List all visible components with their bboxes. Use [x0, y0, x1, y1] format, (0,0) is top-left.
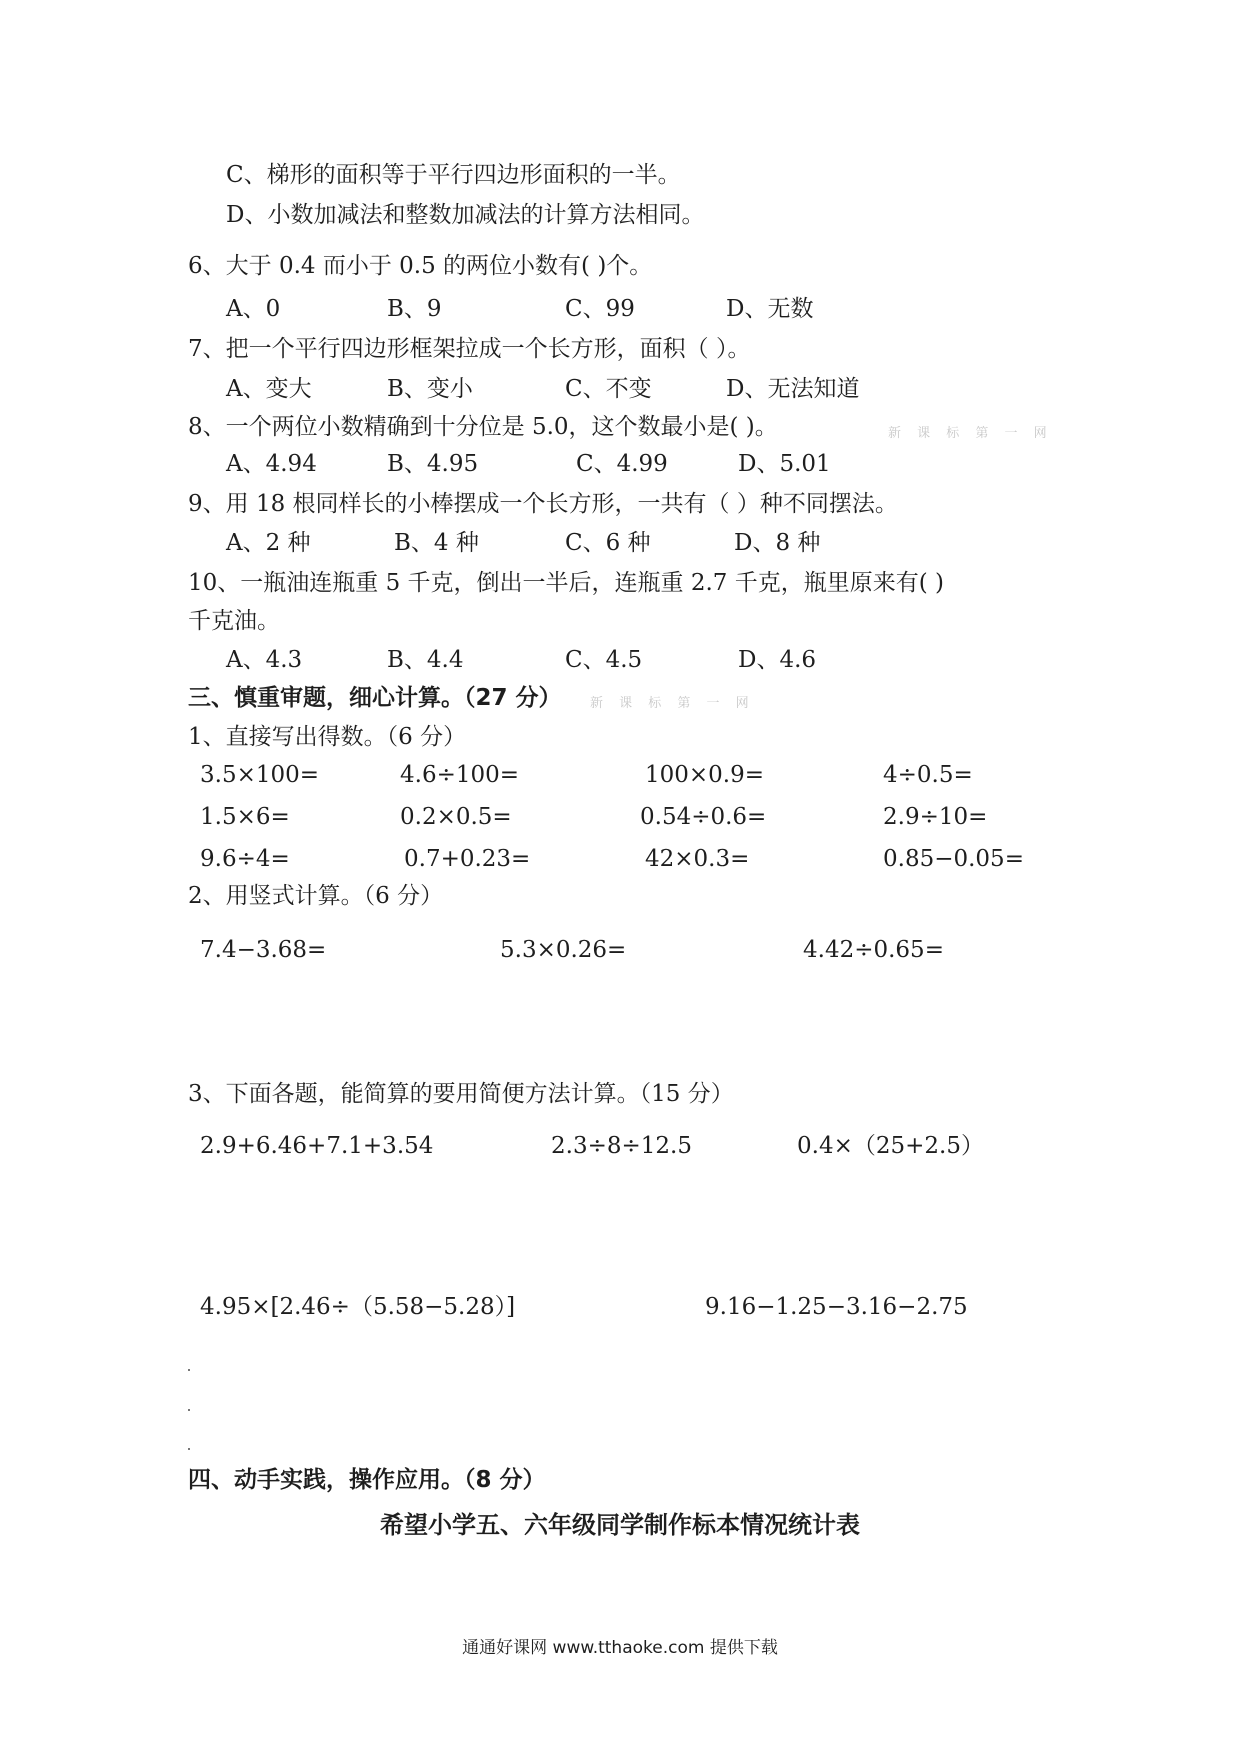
q10-option-b: B、4.4 — [387, 647, 464, 673]
q9-option-b: B、4 种 — [394, 530, 479, 556]
q9-option-a: A、2 种 — [226, 530, 311, 556]
watermark-2: 新 课 标 第 一 网 — [590, 696, 755, 711]
q10-option-c: C、4.5 — [565, 647, 643, 673]
q6-option-c: C、99 — [565, 296, 635, 322]
mental-math-2-3: 0.54÷0.6= — [640, 804, 767, 830]
q9-stem: 9、用 18 根同样长的小棒摆成一个长方形，一共有（ ）种不同摆法。 — [188, 491, 898, 517]
watermark: 新 课 标 第 一 网 — [888, 426, 1053, 441]
simplify-calc-3: 0.4×（25+2.5） — [797, 1133, 984, 1159]
simplify-calc-4: 4.95×[2.46÷（5.58−5.28）] — [200, 1294, 516, 1320]
simplify-calc-1: 2.9+6.46+7.1+3.54 — [200, 1133, 434, 1159]
q8-option-b: B、4.95 — [387, 451, 479, 477]
q7-option-c: C、不变 — [565, 376, 652, 402]
vertical-calc-3: 4.42÷0.65= — [803, 937, 944, 963]
q7-option-b: B、变小 — [387, 376, 473, 402]
mental-math-1-2: 4.6÷100= — [400, 762, 520, 788]
q7-option-a: A、变大 — [226, 376, 312, 402]
q5-option-c: C、梯形的面积等于平行四边形面积的一半。 — [226, 162, 681, 188]
section3-part2-title: 2、用竖式计算。（6 分） — [188, 883, 444, 909]
scan-dot — [188, 1409, 190, 1411]
mental-math-1-1: 3.5×100= — [200, 762, 320, 788]
section4-heading: 四、动手实践，操作应用。（8 分） — [188, 1467, 546, 1493]
section3-heading: 三、慎重审题，细心计算。（27 分） — [188, 685, 562, 711]
q10-stem-line2: 千克油。 — [188, 608, 280, 634]
q9-option-c: C、6 种 — [565, 530, 651, 556]
q5-option-d: D、小数加减法和整数加减法的计算方法相同。 — [226, 202, 705, 228]
q8-stem: 8、一个两位小数精确到十分位是 5.0，这个数最小是( )。 — [188, 414, 778, 440]
footer-credit: 通通好课网 www.tthaoke.com 提供下载 — [462, 1638, 778, 1658]
mental-math-3-2: 0.7+0.23= — [404, 846, 531, 872]
mental-math-2-2: 0.2×0.5= — [400, 804, 512, 830]
q10-option-d: D、4.6 — [738, 647, 817, 673]
scan-dot — [188, 1448, 190, 1450]
simplify-calc-5: 9.16−1.25−3.16−2.75 — [705, 1294, 968, 1320]
q9-option-d: D、8 种 — [734, 530, 821, 556]
mental-math-1-3: 100×0.9= — [645, 762, 765, 788]
q6-option-d: D、无数 — [726, 296, 814, 322]
q7-option-d: D、无法知道 — [726, 376, 860, 402]
section3-part3-title: 3、下面各题，能简算的要用简便方法计算。（15 分） — [188, 1081, 734, 1107]
q8-option-d: D、5.01 — [738, 451, 831, 477]
mental-math-2-4: 2.9÷10= — [883, 804, 988, 830]
mental-math-3-3: 42×0.3= — [645, 846, 750, 872]
q6-option-a: A、0 — [226, 296, 281, 322]
section3-part1-title: 1、直接写出得数。（6 分） — [188, 724, 467, 750]
q8-option-c: C、4.99 — [576, 451, 668, 477]
q6-option-b: B、9 — [387, 296, 442, 322]
simplify-calc-2: 2.3÷8÷12.5 — [551, 1133, 692, 1159]
q6-stem: 6、大于 0.4 而小于 0.5 的两位小数有( )个。 — [188, 253, 653, 279]
mental-math-1-4: 4÷0.5= — [883, 762, 973, 788]
q10-stem-line1: 10、一瓶油连瓶重 5 千克，倒出一半后，连瓶重 2.7 千克，瓶里原来有( ) — [188, 570, 944, 596]
q7-stem: 7、把一个平行四边形框架拉成一个长方形，面积（ ）。 — [188, 336, 751, 362]
vertical-calc-1: 7.4−3.68= — [200, 937, 327, 963]
mental-math-2-1: 1.5×6= — [200, 804, 290, 830]
mental-math-3-4: 0.85−0.05= — [883, 846, 1024, 872]
mental-math-3-1: 9.6÷4= — [200, 846, 290, 872]
q10-option-a: A、4.3 — [226, 647, 303, 673]
q8-option-a: A、4.94 — [226, 451, 317, 477]
vertical-calc-2: 5.3×0.26= — [500, 937, 627, 963]
scan-dot — [188, 1369, 190, 1371]
table-title: 希望小学五、六年级同学制作标本情况统计表 — [380, 1511, 860, 1539]
